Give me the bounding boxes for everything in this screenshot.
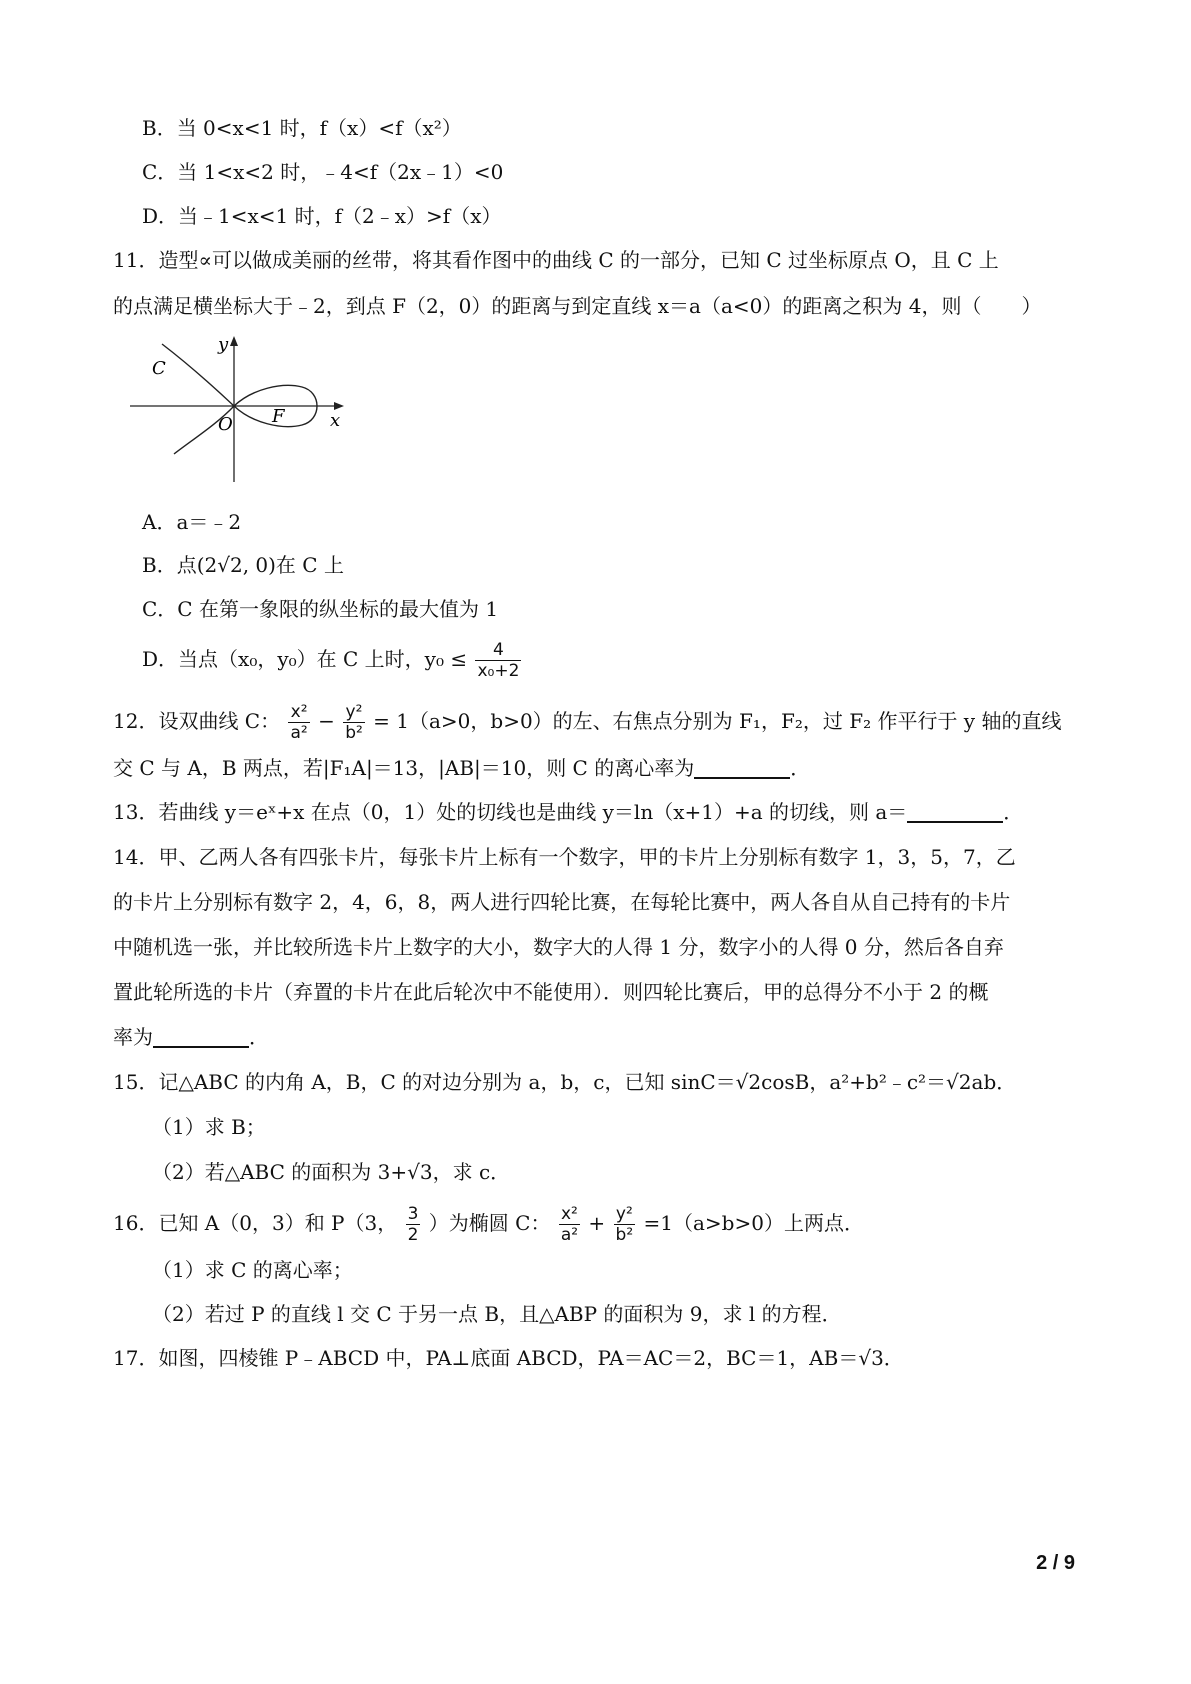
q13-stem — [113, 798, 1023, 826]
fraction-numerator: y² — [343, 702, 365, 723]
q12-stem-line1 — [113, 702, 1061, 743]
q16-stem — [113, 1204, 864, 1245]
fraction-numerator: x² — [288, 702, 309, 723]
fraction-denominator: a² — [290, 723, 308, 743]
q13-text: 13．若曲线 y＝eˣ+x 在点（0，1）处的切线也是曲线 y＝ln（x+1）+a 的切线，则 a＝ — [113, 800, 908, 824]
fraction-numerator: y² — [614, 1204, 636, 1225]
q12-line2-text: 交 C 与 A，B 两点，若|F₁A|＝13，|AB|＝10，则 C 的离心率为 — [113, 756, 695, 780]
q16-fraction-p — [406, 1204, 421, 1245]
label-y: y — [218, 334, 229, 355]
answer-blank[interactable] — [694, 755, 790, 779]
q16-text-mid: ）为椭圆 C： — [428, 1211, 551, 1235]
label-o: O — [218, 414, 233, 435]
q11-option-d — [142, 640, 523, 681]
q14-line3: 中随机选一张，并比较所选卡片上数字的大小，数字大的人得 1 分，数字小的人得 0 分，然后各自弃 — [113, 935, 1004, 959]
fraction-denominator: x₀+2 — [477, 661, 520, 681]
q16-fraction-y — [614, 1204, 636, 1245]
q11-stem-line1: 11．造型∝可以做成美丽的丝带，将其看作图中的曲线 C 的一部分，已知 C 过坐标原点 O，且 C 上 — [113, 248, 999, 272]
q16-sub2: （2）若过 P 的直线 l 交 C 于另一点 B，且△ABP 的面积为 9，求 l 的方程． — [152, 1302, 842, 1326]
q12-text-pre: 12．设双曲线 C： — [113, 709, 281, 733]
q14-line5-text: 率为 — [113, 1025, 153, 1049]
fraction-denominator: a² — [560, 1225, 579, 1245]
q16-fraction-x — [559, 1204, 580, 1245]
q15-stem: 15．记△ABC 的内角 A，B，C 的对边分别为 a，b，c，已知 sinC＝√2cosB，a²+b²﹣c²＝√2ab． — [113, 1070, 1017, 1094]
q14-line2: 的卡片上分别标有数字 2，4，6，8，两人进行四轮比赛，在每轮比赛中，两人各自从自己持有的卡片 — [113, 890, 1011, 914]
q16-text-pre: 16．已知 A（0，3）和 P（3， — [113, 1211, 398, 1235]
q10-option-d: D．当﹣1<x<1 时，f（2﹣x）>f（x） — [142, 204, 502, 228]
x-axis-arrow — [334, 402, 344, 410]
curve-c — [162, 344, 317, 454]
answer-blank[interactable] — [153, 1024, 249, 1048]
q14-line1: 14．甲、乙两人各有四张卡片，每张卡片上标有一个数字，甲的卡片上分别标有数字 1，3，5，7，乙 — [113, 845, 1016, 869]
q11-figure — [122, 332, 352, 487]
fraction-numerator: 3 — [407, 1204, 419, 1224]
q12-fraction-x — [288, 702, 309, 743]
q14-line5 — [113, 1023, 269, 1051]
q11-option-c: C．C 在第一象限的纵坐标的最大值为 1 — [142, 597, 499, 621]
q10-option-c: C．当 1<x<2 时，﹣4<f（2x﹣1）<0 — [142, 160, 504, 184]
fraction-denominator: b² — [615, 1225, 634, 1245]
q14-line4: 置此轮所选的卡片（弃置的卡片在此后轮次中不能使用）．则四轮比赛后，甲的总得分不小于 2 的概 — [113, 980, 989, 1004]
q16-text-post: =1（a>b>0）上两点． — [643, 1211, 864, 1235]
q16-sub1: （1）求 C 的离心率； — [152, 1258, 353, 1282]
page-number: 2 / 9 — [1036, 1552, 1075, 1574]
q10-option-b: B．当 0<x<1 时，f（x）<f（x²） — [142, 116, 462, 140]
q15-sub2: （2）若△ABC 的面积为 3+√3，求 c． — [152, 1160, 511, 1184]
q12-line2-end: ． — [790, 756, 811, 780]
y-axis-arrow — [230, 336, 238, 346]
fraction-denominator: b² — [345, 723, 363, 743]
fraction-denominator: 2 — [407, 1225, 419, 1245]
q11-option-b: B．点(2√2, 0)在 C 上 — [142, 553, 344, 577]
q12-minus: − — [318, 709, 335, 733]
q12-text-post: = 1（a>0，b>0）的左、右焦点分别为 F₁，F₂，过 F₂ 作平行于 y 轴的直线 — [373, 709, 1062, 733]
fraction-numerator: 4 — [475, 640, 521, 661]
q11-option-d-fraction — [475, 640, 521, 681]
q11-option-d-text: D．当点（x₀，y₀）在 C 上时，y₀ ≤ — [142, 647, 468, 671]
q12-fraction-y — [343, 702, 365, 743]
answer-blank[interactable] — [907, 799, 1003, 823]
q12-stem-line2 — [113, 754, 810, 782]
q16-plus: + — [588, 1211, 606, 1235]
label-x: x — [330, 410, 341, 431]
q17-stem: 17．如图，四棱锥 P﹣ABCD 中，PA⊥底面 ABCD，PA＝AC＝2，BC＝1，AB＝√3． — [113, 1346, 904, 1370]
q13-end: ． — [1003, 800, 1024, 824]
label-f: F — [272, 406, 285, 427]
fraction-numerator: x² — [559, 1204, 580, 1225]
q15-sub1: （1）求 B； — [152, 1115, 266, 1139]
label-c: C — [152, 358, 166, 379]
q11-option-a: A．a＝﹣2 — [142, 510, 242, 534]
q11-stem-line2: 的点满足横坐标大于﹣2，到点 F（2，0）的距离与到定直线 x＝a（a<0）的距离之积为 4，则（ ） — [113, 294, 1042, 318]
q14-line5-end: ． — [249, 1025, 269, 1049]
